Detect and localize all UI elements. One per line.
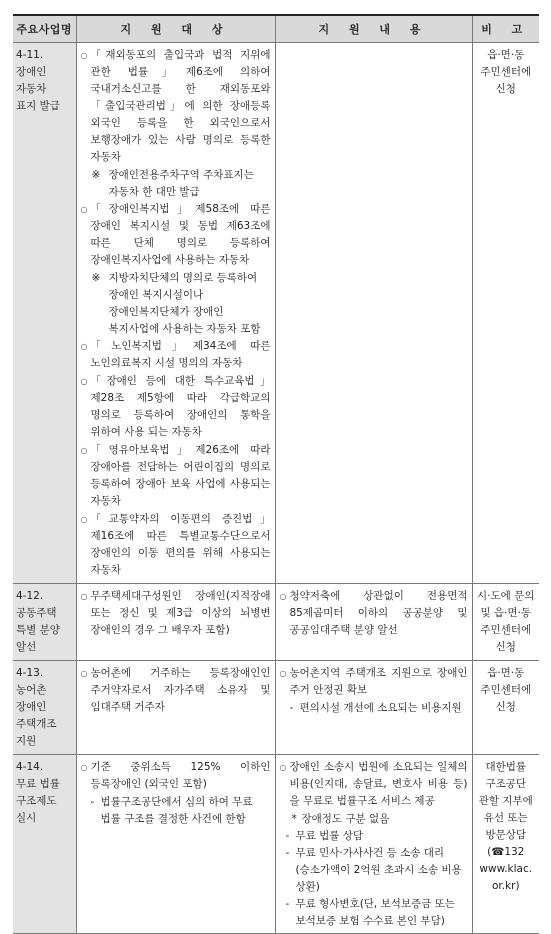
list-item-text: 장애정도 구분 없음 — [301, 813, 390, 825]
list-item — [280, 700, 468, 717]
list-item — [280, 588, 468, 639]
bullet-mark: ○ — [80, 205, 88, 214]
list-item — [81, 167, 271, 201]
target-cell — [76, 755, 275, 934]
bullet-mark: - — [285, 898, 290, 910]
header-target: 지 원 대 상 — [76, 15, 275, 43]
bullet-mark: ※ — [91, 272, 101, 284]
bullet-mark: ○ — [279, 592, 287, 601]
list-item — [280, 665, 468, 699]
list-item-text: 기준 중위소득 125% 이하인 등록장애인 (외국인 포함) — [90, 761, 271, 790]
list-item — [280, 896, 468, 930]
list-item-text: 무주택세대구성원인 장애인(지적장애 또는 정신 및 제3급 이상의 뇌병변 장애인의 경우 그 배우자 포함) — [90, 590, 271, 636]
list-item-text: 「교통약자의 이동편의 증진법」제16조에 따른 특별교통수단으로서 장애인의 이동 편의를 위해 사용되는 자동차 — [90, 513, 271, 576]
table-header-row — [13, 15, 539, 43]
bullet-mark: ○ — [80, 446, 88, 455]
header-business: 주요사업명 — [13, 15, 76, 43]
list-item-text: 지방자치단체의 명의로 등록하여 장애인 복지시설이나 장애인복지단체가 장애인 복지사업에 사용하는 자동차 포함 — [108, 272, 261, 335]
note-cell: 대한법률 구조공단 관할 지부에 유선 또는 방문상담 (☎132 www.klac.or.kr) — [472, 755, 539, 934]
bullet-mark: - — [285, 830, 290, 842]
content-cell — [275, 43, 472, 584]
bullet-mark: ○ — [80, 51, 88, 60]
business-name-cell: 4-14. 무료 법률 구조제도 실시 — [13, 755, 76, 934]
bullet-mark: ○ — [279, 669, 287, 678]
list-item-text: 「노인복지법」제34조에 따른 노인의료복지 시설 명의의 자동차 — [90, 340, 271, 369]
list-item-text: 장애인 소송시 법원에 소요되는 일체의 비용(인지대, 송달료, 변호사 비용 등)을 무료로 법률구조 서비스 제공 — [289, 761, 468, 807]
business-name-cell: 4-12. 공동주택 특별 분양 알선 — [13, 584, 76, 661]
content-cell — [275, 584, 472, 661]
list-item — [81, 270, 271, 338]
table-row — [13, 43, 539, 584]
list-item — [280, 828, 468, 845]
list-item-text: 「장애인복지법」제58조에 따른 장애인 복지시설 및 동법 제63조에 따른 단체 명의로 등록하여 장애인복지사업에 사용하는 자동차 — [90, 203, 271, 266]
table-row — [13, 584, 539, 661]
business-name-cell: 4-13. 농어촌 장애인 주택개조 지원 — [13, 661, 76, 755]
note-cell: 시·도에 문의 및 읍·면·동 주민센터에 신청 — [472, 584, 539, 661]
list-item-text: 농어촌지역 주택개조 지원으로 장애인 주거 안정권 확보 — [289, 667, 468, 696]
list-item — [280, 845, 468, 896]
list-item — [81, 338, 271, 372]
list-item-text: 무료 민사·가사사건 등 소송 대리(승소가액이 2억원 초과시 소송 비용 상환) — [295, 847, 462, 893]
list-item-text: 「장애인 등에 대한 특수교육법」제28조 제5항에 따라 각급학교의 명의로 등록하여 장애인의 통학을 위하여 사용 되는 자동차 — [90, 375, 271, 438]
bullet-mark: ○ — [80, 342, 88, 351]
business-name-cell: 4-11. 장애인 자동차 표지 발급 — [13, 43, 76, 584]
list-item-text: 무료 법률 상담 — [295, 830, 364, 842]
list-item — [81, 759, 271, 793]
note-cell: 읍·면·동 주민센터에 신청 — [472, 661, 539, 755]
list-item — [81, 665, 271, 716]
list-item — [81, 511, 271, 579]
bullet-mark: ○ — [80, 592, 88, 601]
target-cell — [76, 661, 275, 755]
list-item — [81, 201, 271, 269]
bullet-mark: - — [289, 702, 294, 714]
list-item — [81, 442, 271, 510]
list-item-text: 무료 형사변호(단, 보석보증금 또는 보석보증 보험 수수료 본인 부담) — [295, 898, 455, 927]
list-item-text: 장애인전용주차구역 주차표지는 자동차 한 대만 발급 — [108, 169, 254, 198]
list-item-text: 편의시설 개선에 소요되는 비용지원 — [299, 702, 462, 714]
bullet-mark: ○ — [80, 763, 88, 772]
list-item — [81, 47, 271, 166]
list-item-text: 「영유아보육법」제26조에 따라 장애아를 전담하는 어린이집의 명의로 등록하여 장애아 보육 사업에 사용되는 자동차 — [90, 444, 271, 507]
list-item-text: 농어촌에 거주하는 등록장애인인 주거약자로서 자가주택 소유자 및 임대주택 거주자 — [90, 667, 271, 713]
list-item — [81, 373, 271, 441]
list-item-text: 「재외동포의 출입국과 법적 지위에 관한 법률」제6조에 의하여 국내거소신고를 한 재외동포와 「출입국관리법」에 의한 장애등록 외국인 등록을 한 외국인으로서 보행장애가 있는 사람 명의로 등록한 자동차 — [90, 49, 271, 163]
bullet-mark: ○ — [80, 377, 88, 386]
header-note: 비 고 — [472, 15, 539, 43]
target-cell — [76, 43, 275, 584]
table-row — [13, 755, 539, 934]
table-row — [13, 661, 539, 755]
list-item — [280, 759, 468, 810]
support-table — [13, 14, 539, 934]
content-cell — [275, 661, 472, 755]
list-item-text: 법률구조공단에서 심의 하여 무료 법률 구조를 결정한 사건에 한함 — [100, 796, 253, 825]
bullet-mark: ※ — [91, 169, 101, 181]
list-item — [81, 588, 271, 639]
list-item-text: 청약저축에 상관없이 전용면적 85제곱미터 이하의 공공분양 및 공공임대주택 분양 알선 — [289, 590, 468, 636]
list-item — [280, 811, 468, 828]
bullet-mark: * — [291, 813, 297, 825]
list-item — [81, 794, 271, 828]
bullet-mark: ○ — [80, 515, 88, 524]
header-content: 지 원 내 용 — [275, 15, 472, 43]
bullet-mark: ○ — [80, 669, 88, 678]
bullet-mark: - — [285, 847, 290, 859]
content-cell — [275, 755, 472, 934]
bullet-mark: ○ — [279, 763, 287, 772]
note-cell: 읍·면·동 주민센터에 신청 — [472, 43, 539, 584]
target-cell — [76, 584, 275, 661]
bullet-mark: - — [90, 796, 95, 808]
